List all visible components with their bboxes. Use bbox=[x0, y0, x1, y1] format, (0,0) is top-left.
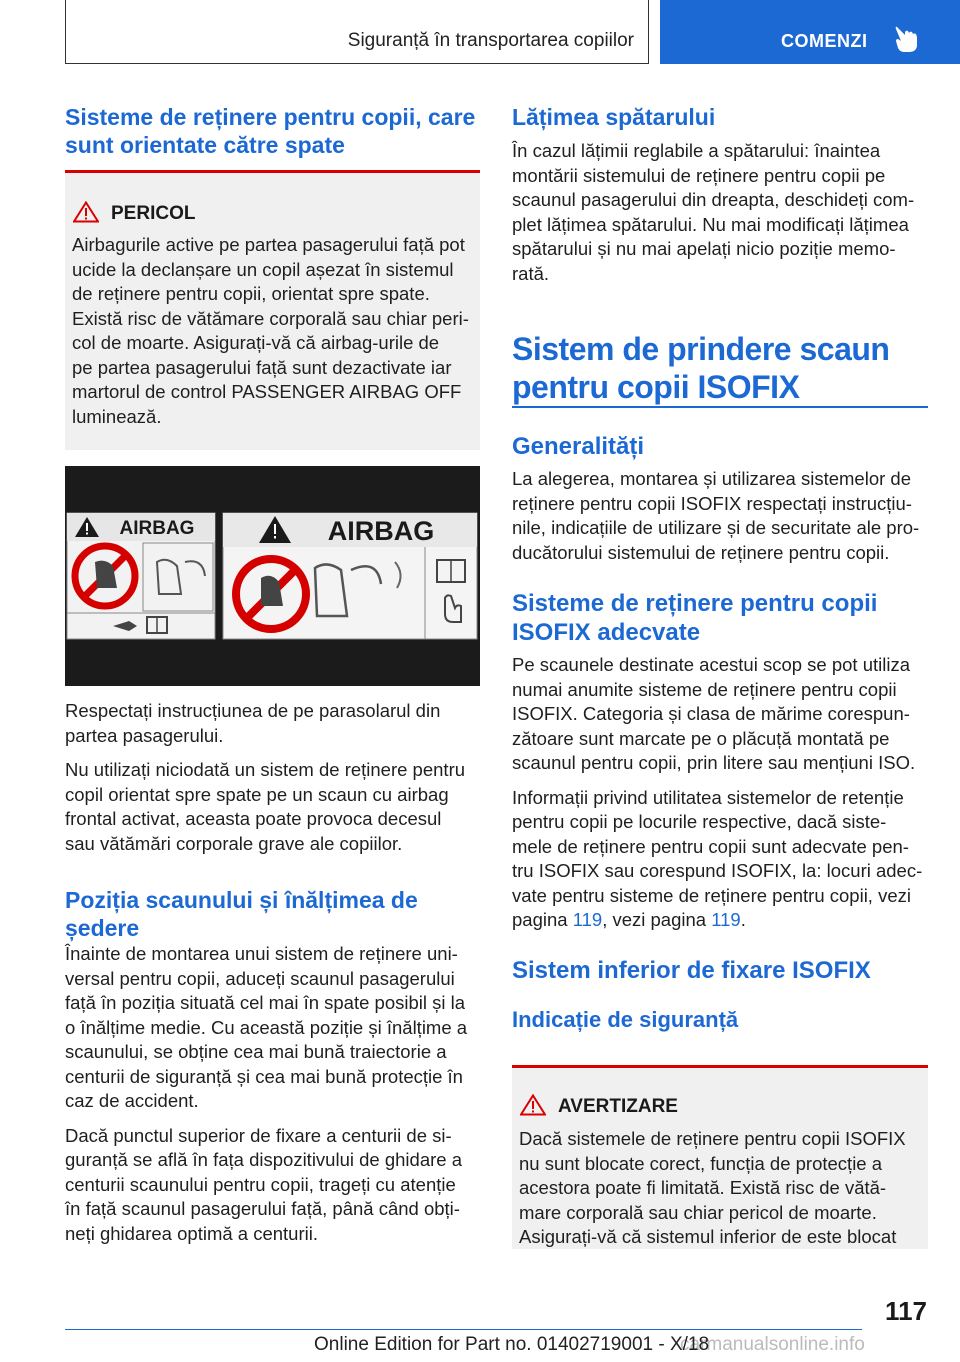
paragraph-line: În cazul lățimii reglabile a spătarului: înaintea bbox=[512, 140, 881, 161]
paragraph-line: în față scaunul pasagerului față, până când obți- bbox=[65, 1198, 460, 1219]
tab-label: COMENZI bbox=[781, 31, 868, 51]
paragraph-line: Nu utilizați niciodată un sistem de reținere pentru bbox=[65, 759, 466, 780]
paragraph-line: sau vătămări corporale grave ale copiilor. bbox=[65, 832, 403, 854]
warning-line: Dacă sistemele de reținere pentru copii ISOFIX bbox=[519, 1128, 906, 1149]
warning-box bbox=[512, 1065, 928, 1249]
right-column bbox=[512, 103, 928, 286]
paragraph-line: ISOFIX. Categoria și clasa de mărime corespun- bbox=[512, 703, 910, 724]
airbag-label-photo bbox=[65, 466, 480, 686]
warning-line: acestora poate fi limitată. Există risc de vătă- bbox=[519, 1177, 887, 1198]
paragraph-line: pentru copii pe locurile respective, dacă siste- bbox=[512, 811, 887, 832]
paragraph-line: copil orientat spre spate pe un scaun cu airbag bbox=[65, 783, 449, 805]
heading-rear-facing: Sisteme de reținere pentru copii, care sunt orientate către spate bbox=[65, 104, 476, 158]
paragraph-line: montării sistemului de reținere pentru copii pe bbox=[512, 164, 886, 186]
warning-line: mare corporală sau chiar pericol de moarte. bbox=[519, 1201, 877, 1223]
paragraph-line: centurii scaunului pentru copii, trageți cu atenție bbox=[65, 1173, 456, 1195]
paragraph-line: Dacă punctul superior de fixare a centurii de si- bbox=[65, 1124, 452, 1146]
paragraph-line: o înălțime medie. Cu această poziție și înălțime a bbox=[65, 1016, 468, 1038]
paragraph-line: nile, indicațiile de utilizare și de securitate ale pro- bbox=[512, 517, 920, 538]
warning-line: nu sunt blocate corect, funcția de protecție a bbox=[519, 1152, 883, 1174]
paragraph-line: plet lățimea spătarului. Nu mai modificați lățimea bbox=[512, 213, 909, 235]
paragraph-line: centurii de siguranță și cea mai bună protecție în bbox=[65, 1065, 463, 1087]
paragraph-line: partea pasagerului. bbox=[65, 724, 224, 746]
left-column bbox=[65, 103, 480, 159]
paragraph-line: vate pentru sisteme de reținere pentru copii, vezi bbox=[512, 884, 911, 906]
paragraph-line: numai anumite sisteme de reținere pentru copii bbox=[512, 678, 897, 700]
warning-title: AVERTIZARE bbox=[558, 1096, 678, 1117]
paragraph-line: spătarului și nu mai apelați nicio poziție memo- bbox=[512, 238, 896, 259]
paragraph-line: scaunul pasagerului din dreapta, deschideți com- bbox=[512, 189, 915, 210]
paragraph-line: Informații privind utilitatea sistemelor de retenție bbox=[512, 786, 904, 808]
paragraph-line: reținere pentru copii ISOFIX respectați instrucțiu- bbox=[512, 492, 912, 514]
tab-comenzi[interactable] bbox=[660, 0, 960, 64]
airbag-label-illustration bbox=[65, 466, 480, 686]
paragraph-line: Respectați instrucțiunea de pe parasolarul din bbox=[65, 700, 441, 721]
page-number: 117 bbox=[885, 1296, 927, 1326]
heading-safety-note: Indicație de siguranță bbox=[512, 1006, 739, 1032]
airbag-large-text: AIRBAG bbox=[327, 516, 435, 546]
paragraph-line: zătoare sunt marcate pe o plăcuță montată pe bbox=[512, 727, 890, 749]
paragraph-line-with-links: pagina 119, vezi pagina 119. bbox=[512, 909, 746, 930]
page-link-119[interactable]: 119 bbox=[572, 909, 603, 930]
paragraph-line: scaunul pentru copii, prin litere sau mențiuni ISO. bbox=[512, 752, 916, 773]
paragraph-line: caz de accident. bbox=[65, 1090, 199, 1111]
paragraph-line: guranță se află în fața dispozitivului de ghidare a bbox=[65, 1149, 462, 1170]
danger-line: ucide la declanșare un copil așezat în sistemul bbox=[72, 258, 454, 280]
warning-text bbox=[519, 1127, 925, 1249]
section-divider bbox=[512, 406, 928, 408]
paragraph-line: scaunului, se obține cea mai bună traiectorie a bbox=[65, 1041, 447, 1062]
paragraph-line: ducătorului sistemului de reținere pentru copii. bbox=[512, 541, 890, 563]
paragraph-line: versal pentru copii, aduceți scaunul pasagerului bbox=[65, 967, 455, 989]
paragraph-line: Pe scaunele destinate acestui scop se pot utiliza bbox=[512, 654, 910, 675]
danger-line: col de moarte. Asigurați-vă că airbag-urile de bbox=[72, 332, 440, 353]
danger-line: pe partea pasagerului față sunt dezactivate iar bbox=[72, 356, 452, 378]
hand-pointer-icon bbox=[893, 24, 919, 54]
paragraph-line: rată. bbox=[512, 262, 550, 284]
danger-line: Airbagurile active pe partea pasagerului față pot bbox=[72, 234, 465, 255]
page-link-119[interactable]: 119 bbox=[711, 909, 741, 930]
warning-triangle-icon bbox=[520, 1094, 546, 1116]
paragraph-line: neți ghidarea optimă a centurii. bbox=[65, 1222, 318, 1244]
paragraph-line: La alegerea, montarea și utilizarea sistemelor de bbox=[512, 468, 911, 489]
paragraph-line: mele de reținere pentru copii sunt adecvate pen- bbox=[512, 835, 909, 857]
airbag-small-text: AIRBAG bbox=[119, 518, 195, 539]
isofix-major-heading-block bbox=[512, 330, 928, 406]
danger-title: PERICOL bbox=[111, 203, 196, 224]
danger-line: Există risc de vătămare corporală sau chiar peri- bbox=[72, 307, 469, 329]
footer-divider bbox=[65, 1329, 862, 1330]
paragraph-line: Înainte de montarea unui sistem de reținere uni- bbox=[65, 943, 458, 964]
right-body bbox=[512, 433, 928, 1033]
header-section-box bbox=[65, 0, 649, 64]
left-body bbox=[65, 699, 480, 1246]
danger-text bbox=[72, 233, 478, 429]
danger-line: martorul de control PASSENGER AIRBAG OFF bbox=[72, 381, 462, 402]
danger-line: de reținere pentru copii, orientat spre spate. bbox=[72, 283, 430, 304]
footer-watermark: carmanualsonline.info bbox=[680, 1334, 865, 1355]
heading-seat-position: Poziția scaunului și înălțimea de ședere bbox=[65, 887, 418, 941]
footer-edition: Online Edition for Part no. 01402719001 - X/18 bbox=[314, 1334, 710, 1355]
paragraph-line: frontal activat, aceasta poate provoca decesul bbox=[65, 808, 442, 829]
paragraph-line: față în poziția situată cel mai în spate posibil și la bbox=[65, 992, 466, 1013]
danger-box bbox=[65, 170, 480, 450]
heading-suitable-isofix: Sisteme de reținere pentru copii ISOFIX adecvate bbox=[512, 590, 878, 646]
section-title: Siguranță în transportarea copiilor bbox=[347, 30, 634, 51]
heading-general: Generalități bbox=[512, 433, 645, 460]
heading-lower-isofix: Sistem inferior de fixare ISOFIX bbox=[512, 956, 871, 984]
heading-isofix-system: Sistem de prindere scaun pentru copii ISOFIX bbox=[512, 331, 890, 405]
heading-backrest-width: Lățimea spătarului bbox=[512, 104, 716, 130]
paragraph-line: tru ISOFIX sau corespund ISOFIX, la: locuri adec- bbox=[512, 860, 923, 881]
warning-line: Asigurați-vă că sistemul inferior de este blocat bbox=[519, 1226, 897, 1247]
danger-line: luminează. bbox=[72, 405, 162, 427]
warning-triangle-icon bbox=[73, 201, 99, 223]
